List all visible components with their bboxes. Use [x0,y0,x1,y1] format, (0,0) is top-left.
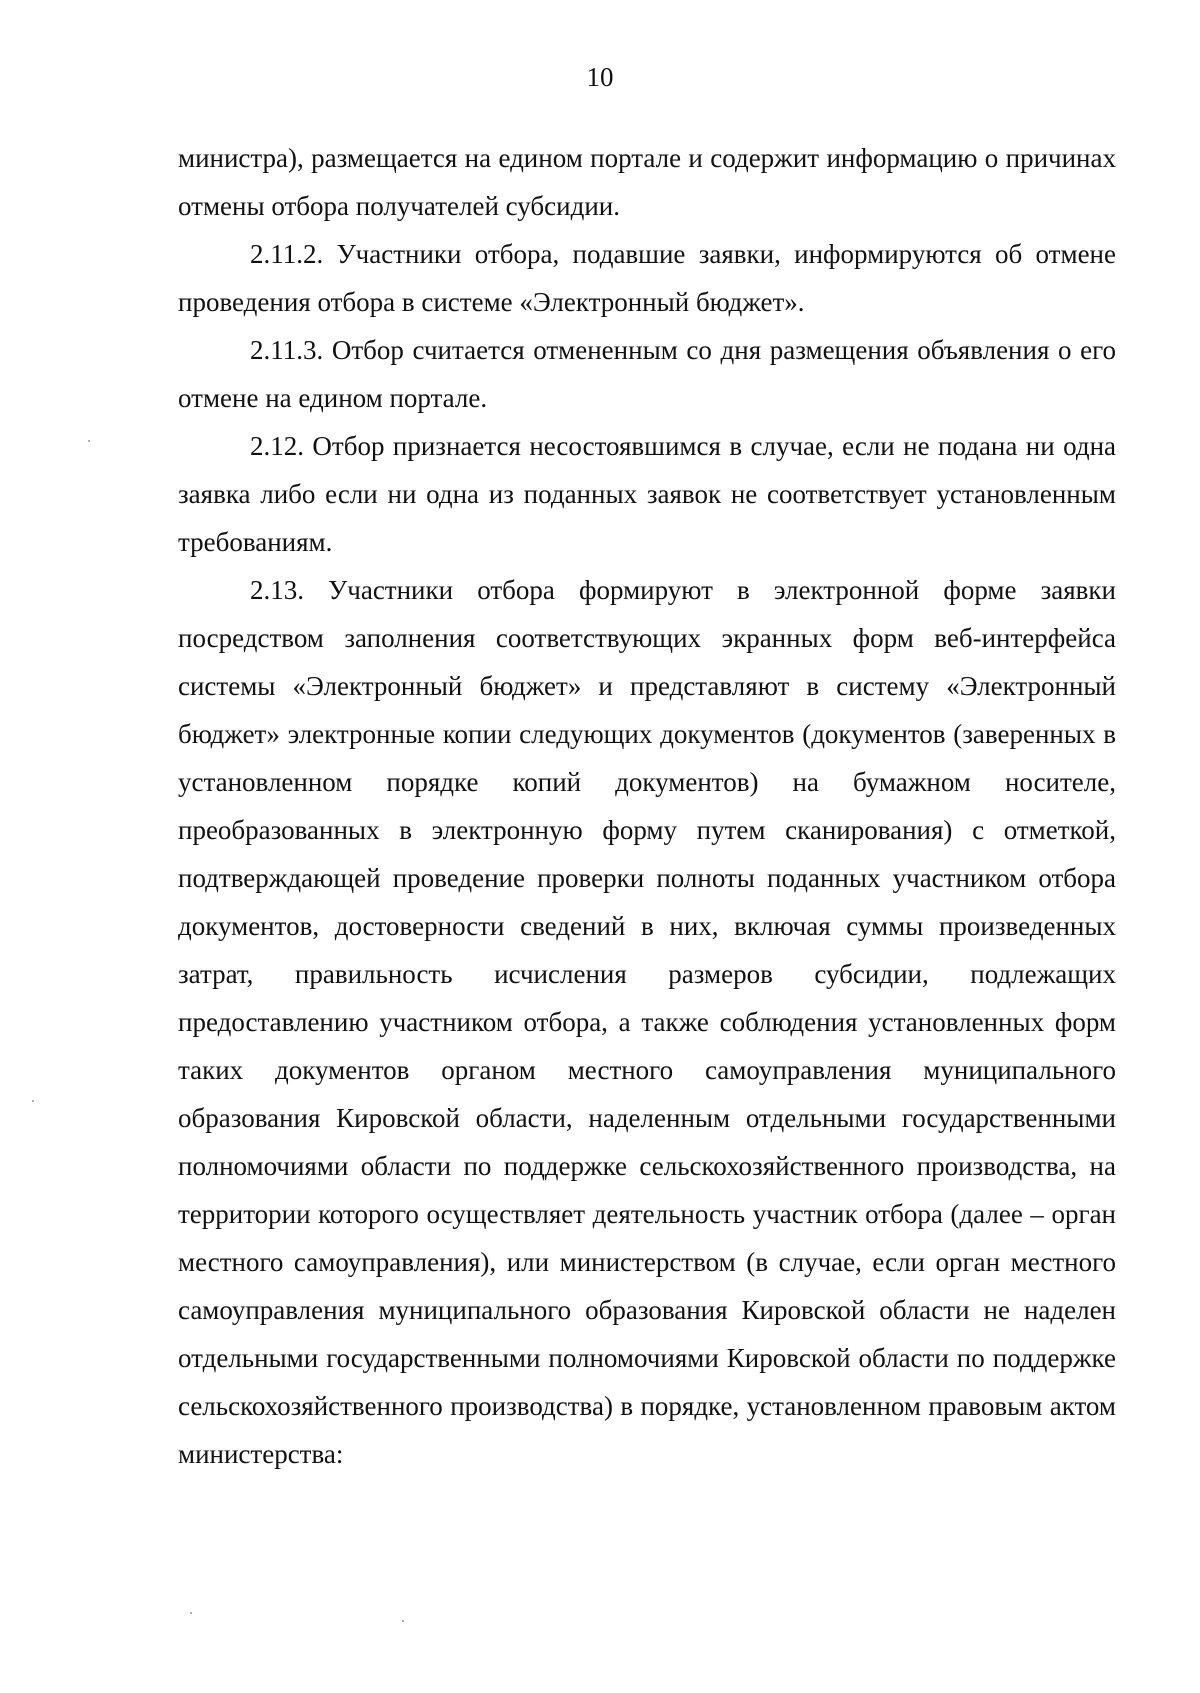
scan-speck [32,1100,34,1102]
paragraph-2-11-2: 2.11.2. Участники отбора, подавшие заявки, информируются об отмене проведения отбора в системе «Электронный бюджет». [178,239,1116,317]
scan-speck [402,1620,404,1622]
paragraph-2-12: 2.12. Отбор признается несостоявшимся в случае, если не подана ни одна заявка либо если ни одна из поданных заявок не соответствует установленным требованиям. [178,431,1116,557]
scan-speck [88,440,90,442]
document-body [178,134,1116,1478]
paragraph-2-11-3: 2.11.3. Отбор считается отмененным со дня размещения объявления о его отмене на едином портале. [178,335,1116,413]
scan-speck [190,1612,192,1614]
page-number: 10 [586,62,614,92]
paragraph-2-13: 2.13. Участники отбора формируют в электронной форме заявки посредством заполнения соответствующих экранных форм веб-интерфейса системы «Электронный бюджет» и представляют в систему «Электронный бюджет» электронные копии следующих документов (документов (заверенных в установленном порядке копий документов) на бумажном носителе, преобразованных в электронную форму путем сканирования) с отметкой, подтверждающей проведение проверки полноты поданных участником отбора документов, достоверности сведений в них, включая суммы произведенных затрат, правильность исчисления размеров субсидии, подлежащих предоставлению участником отбора, а также соблюдения установленных форм таких документов органом местного самоуправления муниципального образования Кировской области, наделенным отдельными государственными полномочиями области по поддержке сельскохозяйственного производства, на территории которого осуществляет деятельность участник отбора (далее – орган местного самоуправления), или министерством (в случае, если орган местного самоуправления муниципального образования Кировской области не наделен отдельными государственными полномочиями Кировской области по поддержке сельскохозяйственного производства) в порядке, установленном правовым актом министерства: [178,575,1116,1469]
paragraph-continuation: министра), размещается на едином портале и содержит информацию о причинах отмены отбора получателей субсидии. [178,143,1116,221]
